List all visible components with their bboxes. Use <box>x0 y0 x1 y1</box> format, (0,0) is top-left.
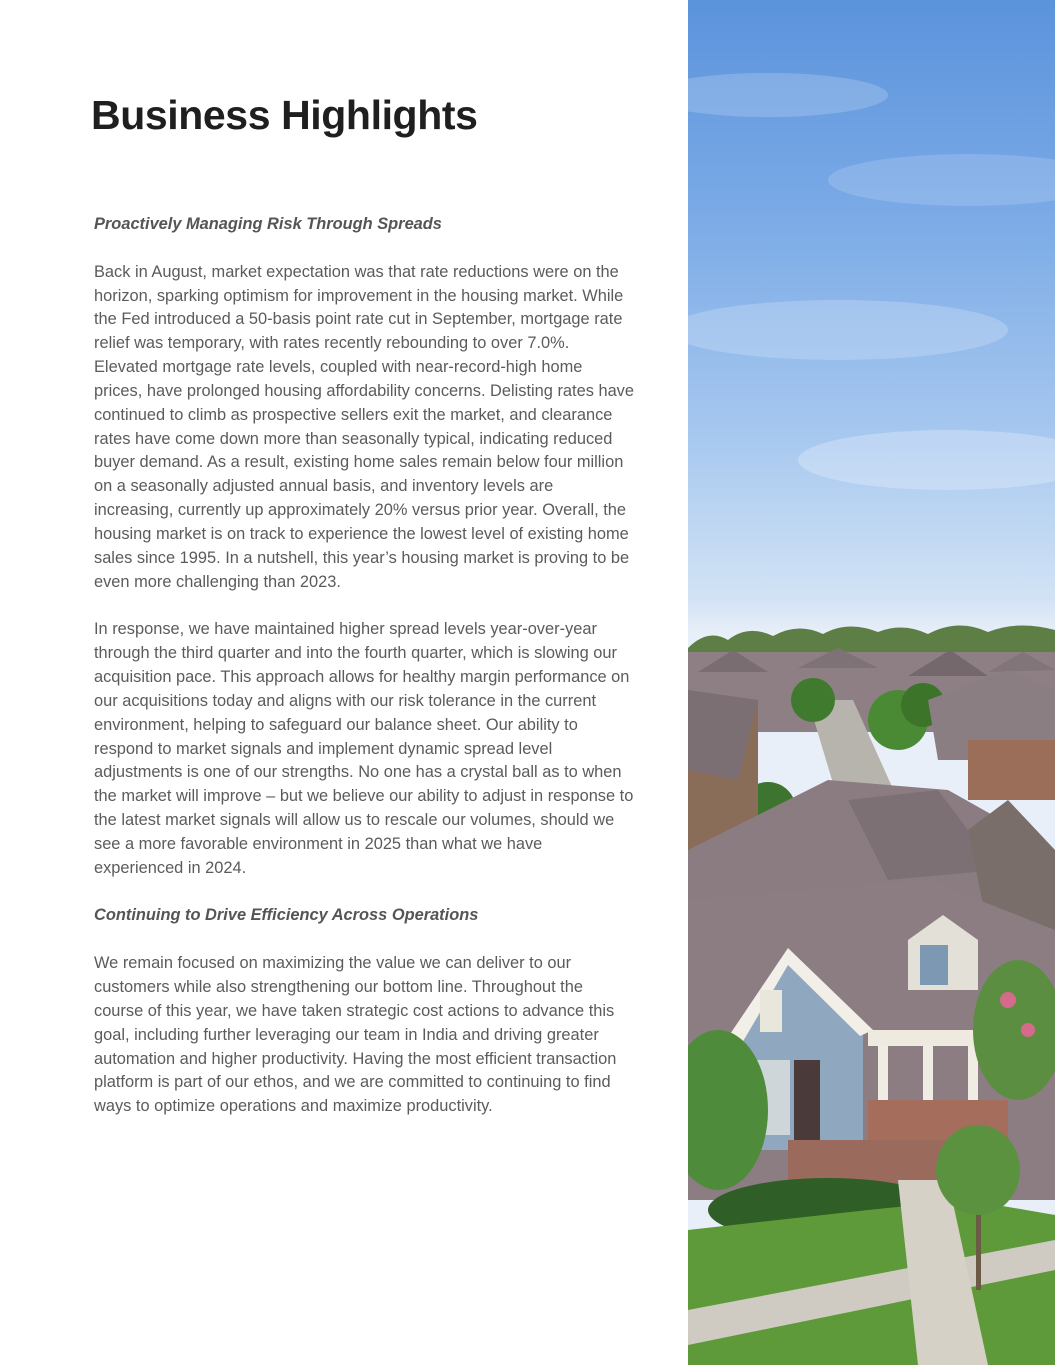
section-heading: Proactively Managing Risk Through Spreads <box>94 215 442 233</box>
paragraph: We remain focused on maximizing the value we can deliver to our customers while also strengthening our bottom line. Throughout the course of this year, we have taken strategic cost actions to advance this goal, including further leveraging our team in India and driving greater automation and higher productivity. Having the most efficient transaction platform is part of our ethos, and we are committed to continuing to find ways to optimize operations and maximize productivity. <box>94 954 617 1116</box>
body-text <box>94 213 634 1143</box>
aerial-neighborhood-photo <box>688 0 1055 1365</box>
paragraph: In response, we have maintained higher spread levels year-over-year through the third quarter and into the fourth quarter, which is slowing our acquisition pace. This approach allows for healthy margin performance on our acquisitions today and aligns with our risk tolerance in the current environment, helping to safeguard our balance sheet. Our ability to respond to market signals and implement dynamic spread level adjustments is one of our strengths. No one has a crystal ball as to when the market will improve – but we believe our ability to adjust in response to the latest market signals will allow us to rescale our volumes, should we see a more favorable environment in 2025 than what we have experienced in 2024. <box>94 620 634 877</box>
paragraph: Back in August, market expectation was that rate reductions were on the horizon, sparking optimism for improvement in the housing market. While the Fed introduced a 50-basis point rate cut in September, mortgage rate relief was temporary, with rates recently rebounding to over 7.0%. Elevated mortgage rate levels, coupled with near-record-high home prices, have prolonged housing affordability concerns. Delisting rates have continued to climb as prospective sellers exit the market, and clearance rates have come down more than seasonally typical, indicating reduced buyer demand. As a result, existing home sales remain below four million on a seasonally adjusted annual basis, and inventory levels are increasing, currently up approximately 20% versus prior year. Overall, the housing market is on track to experience the lowest level of existing home sales since 1995. In a nutshell, this year’s housing market is proving to be even more challenging than 2023. <box>94 262 634 591</box>
neighborhood-illustration <box>688 0 1055 1365</box>
section-heading: Continuing to Drive Efficiency Across Operations <box>94 906 479 925</box>
page-title: Business Highlights <box>91 92 478 138</box>
